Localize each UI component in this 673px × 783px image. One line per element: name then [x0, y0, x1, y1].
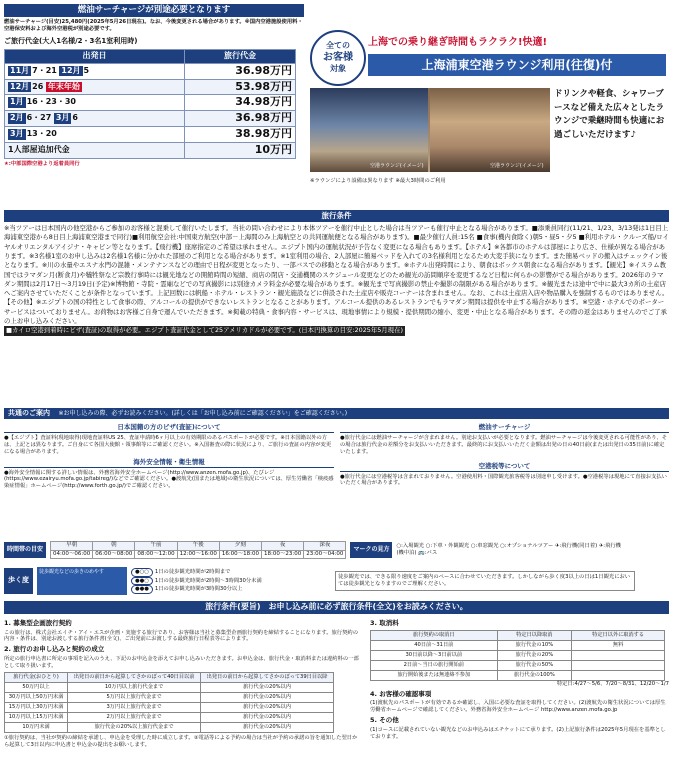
row-price: 53.98万円	[185, 79, 296, 95]
timeline-slot-range: 06:00～08:00	[93, 550, 135, 558]
timeline-slot-range: 18:00～23:00	[262, 550, 304, 558]
visa-highlight: ■カイロ空港到着時にビザ(査証)の取得が必要。エジプト査証代金として25アメリカドルが必要です。(日本円換算の目安:2025年5月現在)	[6, 326, 403, 335]
table-row: 50万円以上 10万円以上旅行代金まで 旅行代金の20%以内	[5, 682, 334, 692]
s4-body: (1)渡航先のパスポートが有効であるか確認し、入国に必要な査証を取得してください。(2)渡航先の衛生状況については厚生労働省ホームページで確認してください。外務省海外安全ホームページ http://www.anzen.mofa.go.jp	[370, 700, 666, 714]
timeline-slot-name: 午後	[177, 542, 219, 550]
single-label: 1人部屋追加代金	[5, 142, 185, 158]
walk-note: 徒歩観光では、できる限り速度をご案内のペースに合わせていただきます。しかしながら歩く度3以上の日は1日観光においては徒歩観光となりますのでご理解ください。	[335, 571, 635, 591]
notices-section	[4, 408, 669, 490]
row-price: 38.98万円	[185, 127, 296, 143]
timeline-label: 時間帯の目安	[4, 542, 46, 558]
table-row: 10万円以上15万円未満 2万円以上旅行代金まで 旅行代金の20%以内	[5, 712, 334, 722]
visa-body: ●【エジプト】査証料(現地取得)現地査証料US 25、査証申請時6ヶ月以上の有効期限のあるパスポートが必要です。※日本国籍以外の方は、上記とは異なります。ご自身にて各国大使館・領事館等にご確認ください。※入国審査の際に状況により、ご旅行の査証の内容が変更になる場合があります。	[4, 435, 332, 455]
table-row	[5, 142, 296, 158]
deposit-table: 旅行代金(おひとり) 出発日の前日から起算してさかのぼって40日目以前 出発日の前日から起算してさかのぼって39日目以降 50万円以上 10万円以上旅行代金まで 旅行代金の20%以内 30万円以上50万円未満 5万円以上旅行代金まで 旅行代金の20%以内 15万円以上30万円未満 3万円以上旅行代金まで 旅行代金の20%以内 10万円以上15万円未満 2万円以上旅行代金まで 旅行代金の20%以内 10万円未満 旅行代金の20%以上旅行代金まで 旅行代金の20%以内	[4, 672, 334, 733]
timeline-row	[4, 539, 669, 561]
s3-title: 3. 取消料	[370, 618, 399, 627]
notices-right	[340, 421, 669, 490]
table-row: 旅行開始後または無連絡不参加 旅行代金の100%	[371, 670, 665, 680]
visa-title: 日本国籍の方のビザ(査証)について	[4, 423, 334, 433]
table-row: 12月 26 年末年始 53.98万円	[5, 79, 296, 95]
table-row: 11月 7・21 12月 5 36.98万円	[5, 63, 296, 79]
safety-body: ●海外安全情報に関する詳しい情報は、外務省海外安全ホームページ(http://www.anzen.mofa.go.jp)、たびレジ(https://www.ezairyu.mofa.go.jp/tabireg/)などでご確認ください。●渡航先(国または地域)の衛生状況については、厚生労働省「検疫感染症情報」ホームページ(http://www.forth.go.jp/)でご確認ください。	[4, 469, 334, 490]
table-row: 30万円以上50万円未満 5万円以上旅行代金まで 旅行代金の20%以内	[5, 692, 334, 702]
timeline-slot-range: 08:00～12:00	[135, 550, 177, 558]
timeline-slot-name: 深夜	[304, 542, 346, 550]
fuel-body: ●旅行代金には燃油サーチャージが含まれません。別途お支払いが必要となります。燃油サーチャージは今後変更される可能性があり、その場合は旅行代金の差額分をお支払いいただきます。最終的にお支払いいただく金額は出発の日の40日前(または出発日の35日前)に確定いたします。	[340, 435, 668, 455]
terms-title: 旅行条件(要旨) お申し込み前に必ず旅行条件(全文)をお読みください。	[4, 601, 669, 614]
promo-description: ドリンクや軽食、シャワーブースなど備えた広々としたラウンジで乗継時間も快適にお過ごしいただけます♪	[554, 89, 665, 140]
s2-note: ①旅行契約は、当社が契約の締結を承諾し、申込金を受理した時に成立します。②電話等による予約の場合は当社が予約の承諾の旨を通知した翌日から起算して3日以内に申込書と申込金の提出をお願いします。	[4, 734, 358, 748]
walk-level-2-icon: ●●○	[131, 577, 153, 586]
notices-title: 共通のご案内	[8, 409, 50, 417]
surcharge-note: 燃油サーチャージ(目安)25,480円(2025年5月26日現在)。なお、今後変更される場合があります。※国内空港施設使用料・空港保安料および海外空港税が別途必要です。	[4, 19, 303, 33]
table-row: 2月 6・27 3月 6 36.98万円	[5, 111, 296, 127]
walk-label: 歩く度	[4, 568, 33, 593]
timeline-slot-name: 夜	[262, 542, 304, 550]
walk-note-box: 徒歩観光などの歩きのめやす	[37, 567, 127, 595]
col-price: 旅行代金	[185, 49, 296, 63]
cancel-table: 旅行契約の取消日 特定日以降取消 特定日以外に取消する 40日前～31日前 旅行代金の10% 無料 30日前以降～3日前以前 旅行代金の20% 2日前～当日の旅行開始前 旅行代金の50% 旅行開始後または無連絡不参加 旅行代金の100%	[370, 630, 665, 681]
terms-section	[4, 601, 669, 749]
marks-label: マークの見方	[350, 542, 392, 558]
table-row: 30日前以降～3日前以前 旅行代金の20%	[371, 650, 665, 660]
walk-level-3-icon: ●●●	[131, 585, 153, 594]
table-row: 3月 13・20 38.98万円	[5, 127, 296, 143]
table-row: 10万円未満 旅行代金の20%以上旅行代金まで 旅行代金の20%以内	[5, 722, 334, 732]
s4-title: 4. お客様の確認事項	[370, 689, 432, 698]
timeline-slot-range: 04:00～06:00	[51, 550, 93, 558]
walk-row	[4, 565, 669, 597]
s3-note: 特定日:4/27～5/6、7/20～8/31、12/20～1/7	[556, 680, 669, 687]
walk-levels: ●○○ 1日の徒歩観光時間が2時間まで ●●○ 1日の徒歩観光時間が2時間～3時間30分未満 ●●● 1日の徒歩観光時間が3時間30分以上	[131, 568, 331, 595]
table-row: 40日前～31日前 旅行代金の10% 無料	[371, 640, 665, 650]
s1-title: 1. 募集型企画旅行契約	[4, 618, 72, 627]
target-badge: 全ての お客様 対象	[310, 30, 366, 86]
s2-body: 所定の旅行申込書に所定の事項を記入のうえ、下記のお申込金を添えてお申し込みいただきます。お申込金は、旅行代金・取消料または違約料の一部として取り扱います。	[4, 656, 359, 669]
table-row: 15万円以上30万円未満 3万円以上旅行代金まで 旅行代金の20%以内	[5, 702, 334, 712]
promo-headline: 上海での乗り継ぎ時間もラクラク!快適!	[368, 37, 548, 48]
safety-title: 海外安全情報・衛生情報	[4, 458, 334, 468]
price-table-title: ご旅行代金(大人1名様/2・3名1室利用時)	[4, 37, 138, 46]
conditions-section	[4, 210, 669, 336]
timeline-slot-name: 早朝	[51, 542, 93, 550]
timeline-slot-name: 夕刻	[219, 542, 261, 550]
lounge-promo	[308, 28, 669, 196]
single-price: 10万円	[185, 142, 296, 158]
promo-banner: 上海浦東空港ラウンジ利用(往復)付	[368, 54, 666, 76]
row-price: 34.98万円	[185, 95, 296, 111]
col-date: 出発日	[5, 49, 185, 63]
lounge-photo: 空港ラウンジ(イメージ) 空港ラウンジ(イメージ)	[310, 88, 550, 172]
s5-title: 5. その他	[370, 716, 399, 725]
timeline-slot-range: 23:00～04:00	[304, 550, 346, 558]
surcharge-title: 燃油サーチャージが別途必要となります	[4, 4, 304, 17]
notices-subtitle: ※お申し込みの際、必ずお読みください。(詳しくは「お申し込み前にご確認ください」をご確認ください。)	[58, 410, 348, 417]
price-section	[4, 4, 304, 168]
marks-legend: ○:入場観光 ○:下車・外観観光 ○:車窓観光 ○:オプショナルツアー ✈:飛行機(同日着) ✈:飛行機(機中泊) 🚌:バス	[396, 543, 621, 556]
timeline-slot-name: 朝	[93, 542, 135, 550]
conditions-title: 旅行条件	[4, 210, 669, 222]
table-row: 1月 16・23・30 34.98万円	[5, 95, 296, 111]
timeline-slot-name: 午前	[135, 542, 177, 550]
walk-level-1-icon: ●○○	[131, 568, 153, 577]
terms-right	[370, 617, 669, 749]
fuel-title: 燃油サーチャージ	[340, 423, 669, 433]
airport-tax-body: ●旅行代金には空港税等は含まれておりません。空港使用料・国際観光旅客税等は別途申し受けます。●空港税等は現地にて直接お支払いいただく場合があります。	[340, 473, 667, 487]
s1-body: この旅行は、株式会社エイチ・アイ・エスが企画・実施する旅行であり、お客様は当社と募集型企画旅行契約を締結することになります。旅行契約の内容・条件は、別途お渡しする旅行条件書(全文)、ご出発前にお渡しする最終旅行日程表等によります。	[4, 629, 358, 643]
price-table	[4, 49, 296, 159]
price-footnote: ★:中部国際空港より返着員同行	[4, 160, 80, 167]
timeline-slot-range: 12:00～16:00	[177, 550, 219, 558]
table-row: 2日前～当日の旅行開始前 旅行代金の50%	[371, 660, 665, 670]
promo-footnote: ※ラウンジにより設備は異なります ※最大3時間のご利用	[310, 178, 446, 184]
s5-body: (1)コースに記載されていない観光などのお申込みはエチケットにて承ります。(2)上記旅行条件は2025年5月現在を基準としております。	[370, 726, 666, 740]
row-price: 36.98万円	[185, 111, 296, 127]
notices-left	[4, 421, 334, 490]
row-price: 36.98万円	[185, 63, 296, 79]
airport-tax-title: 空港税等について	[340, 462, 669, 472]
timeline-slot-range: 16:00～18:00	[219, 550, 261, 558]
timeline-table	[50, 541, 346, 559]
s2-title: 2. 旅行のお申し込みと契約の成立	[4, 645, 105, 654]
conditions-body: ※当ツアーは日本国内の他空港からご参加のお客様と混乗して催行いたします。当社の問い合わせにより本体ツアーを催行中止とした場合は当ツアーも催行中止となる場合があります。■添乗員同行(11/21、1/23、3/13発は1日目上海浦東空港から8日目上海浦東空港まで同行)■利用航空会社:中国東方航空(中部－上海間のみ上海航空との共同運航便となる場合があります)。■最少催行人員:15名 ■食事(機内食除く)朝5・昼5・夕5 ■利用ホテル・クルーズ船/ロイヤルオリエンタルアイジナ・キャビン等となります。【飛行機】座席指定のご希望は承れません。エジプト国内の運航状況が予告なく変更になる場合もあります。【ホテル】※各都市のホテルは部屋により広さ、仕様が異なる場合があります。※3名様1室のお申し込みは2名様1名様に分かれた部屋のご利用となる場合があります。※1室利用の場合、2人部屋に簡易ベッドを入れての3名様利用となるため大変手狭になります。また簡易ベッドの搬入はチェックイン後となります。※川の水量やエスナ水門の混雑・メンテナンスなどの理由で日程が変更となったり、一部バスでの移動となる場合があります。※ホテル出発時間により、朝食はボックス朝食になる場合があります。【観光】※イスラム教国ではラマダン月(断食月)や犠牲祭など宗教行事時には観光地などの開館時間の短縮、商店の閉店・交通機関のスケジュール変更などのため観光の訪問順序を変更するなど日程に何らかの影響がでる場合があります。2026年のラマダン期間は2月17日～3月19日(予定)※博物館・寺院・霊廟などでの写真撮影には別途カメラ料金が必要な場合があります。※観光まで写真撮影の禁止や撮影の制限がある場合があります。※観光または途中で中に最大3カ所の土産店へご案内させていただくことが条件となっています。上記回数には帆船・ホテル・レストラン・観光施設などに併設された土産店や販売コーナーは含まれません。なお、これは土産店入店や物品購入を強制するものではありません。【その他】※エジプトの国の特性として食事の際、アルコールの提供ができないレストランとなることがあります。アルコール提供のあるレストランでもラマダン期間は提供を中止する場合があります。※空港・ホテルでのポーターサービスはついておりません。お荷物はお客様ご自身で運んでいただきます。※掲載の特典・食事内容・サービスは、現地事情により規模・提供期間の縮小、変更・中止となる場合があります。その際の返金はありませんのでご了承の上お申し込みください。	[4, 224, 669, 325]
terms-left	[4, 617, 362, 749]
